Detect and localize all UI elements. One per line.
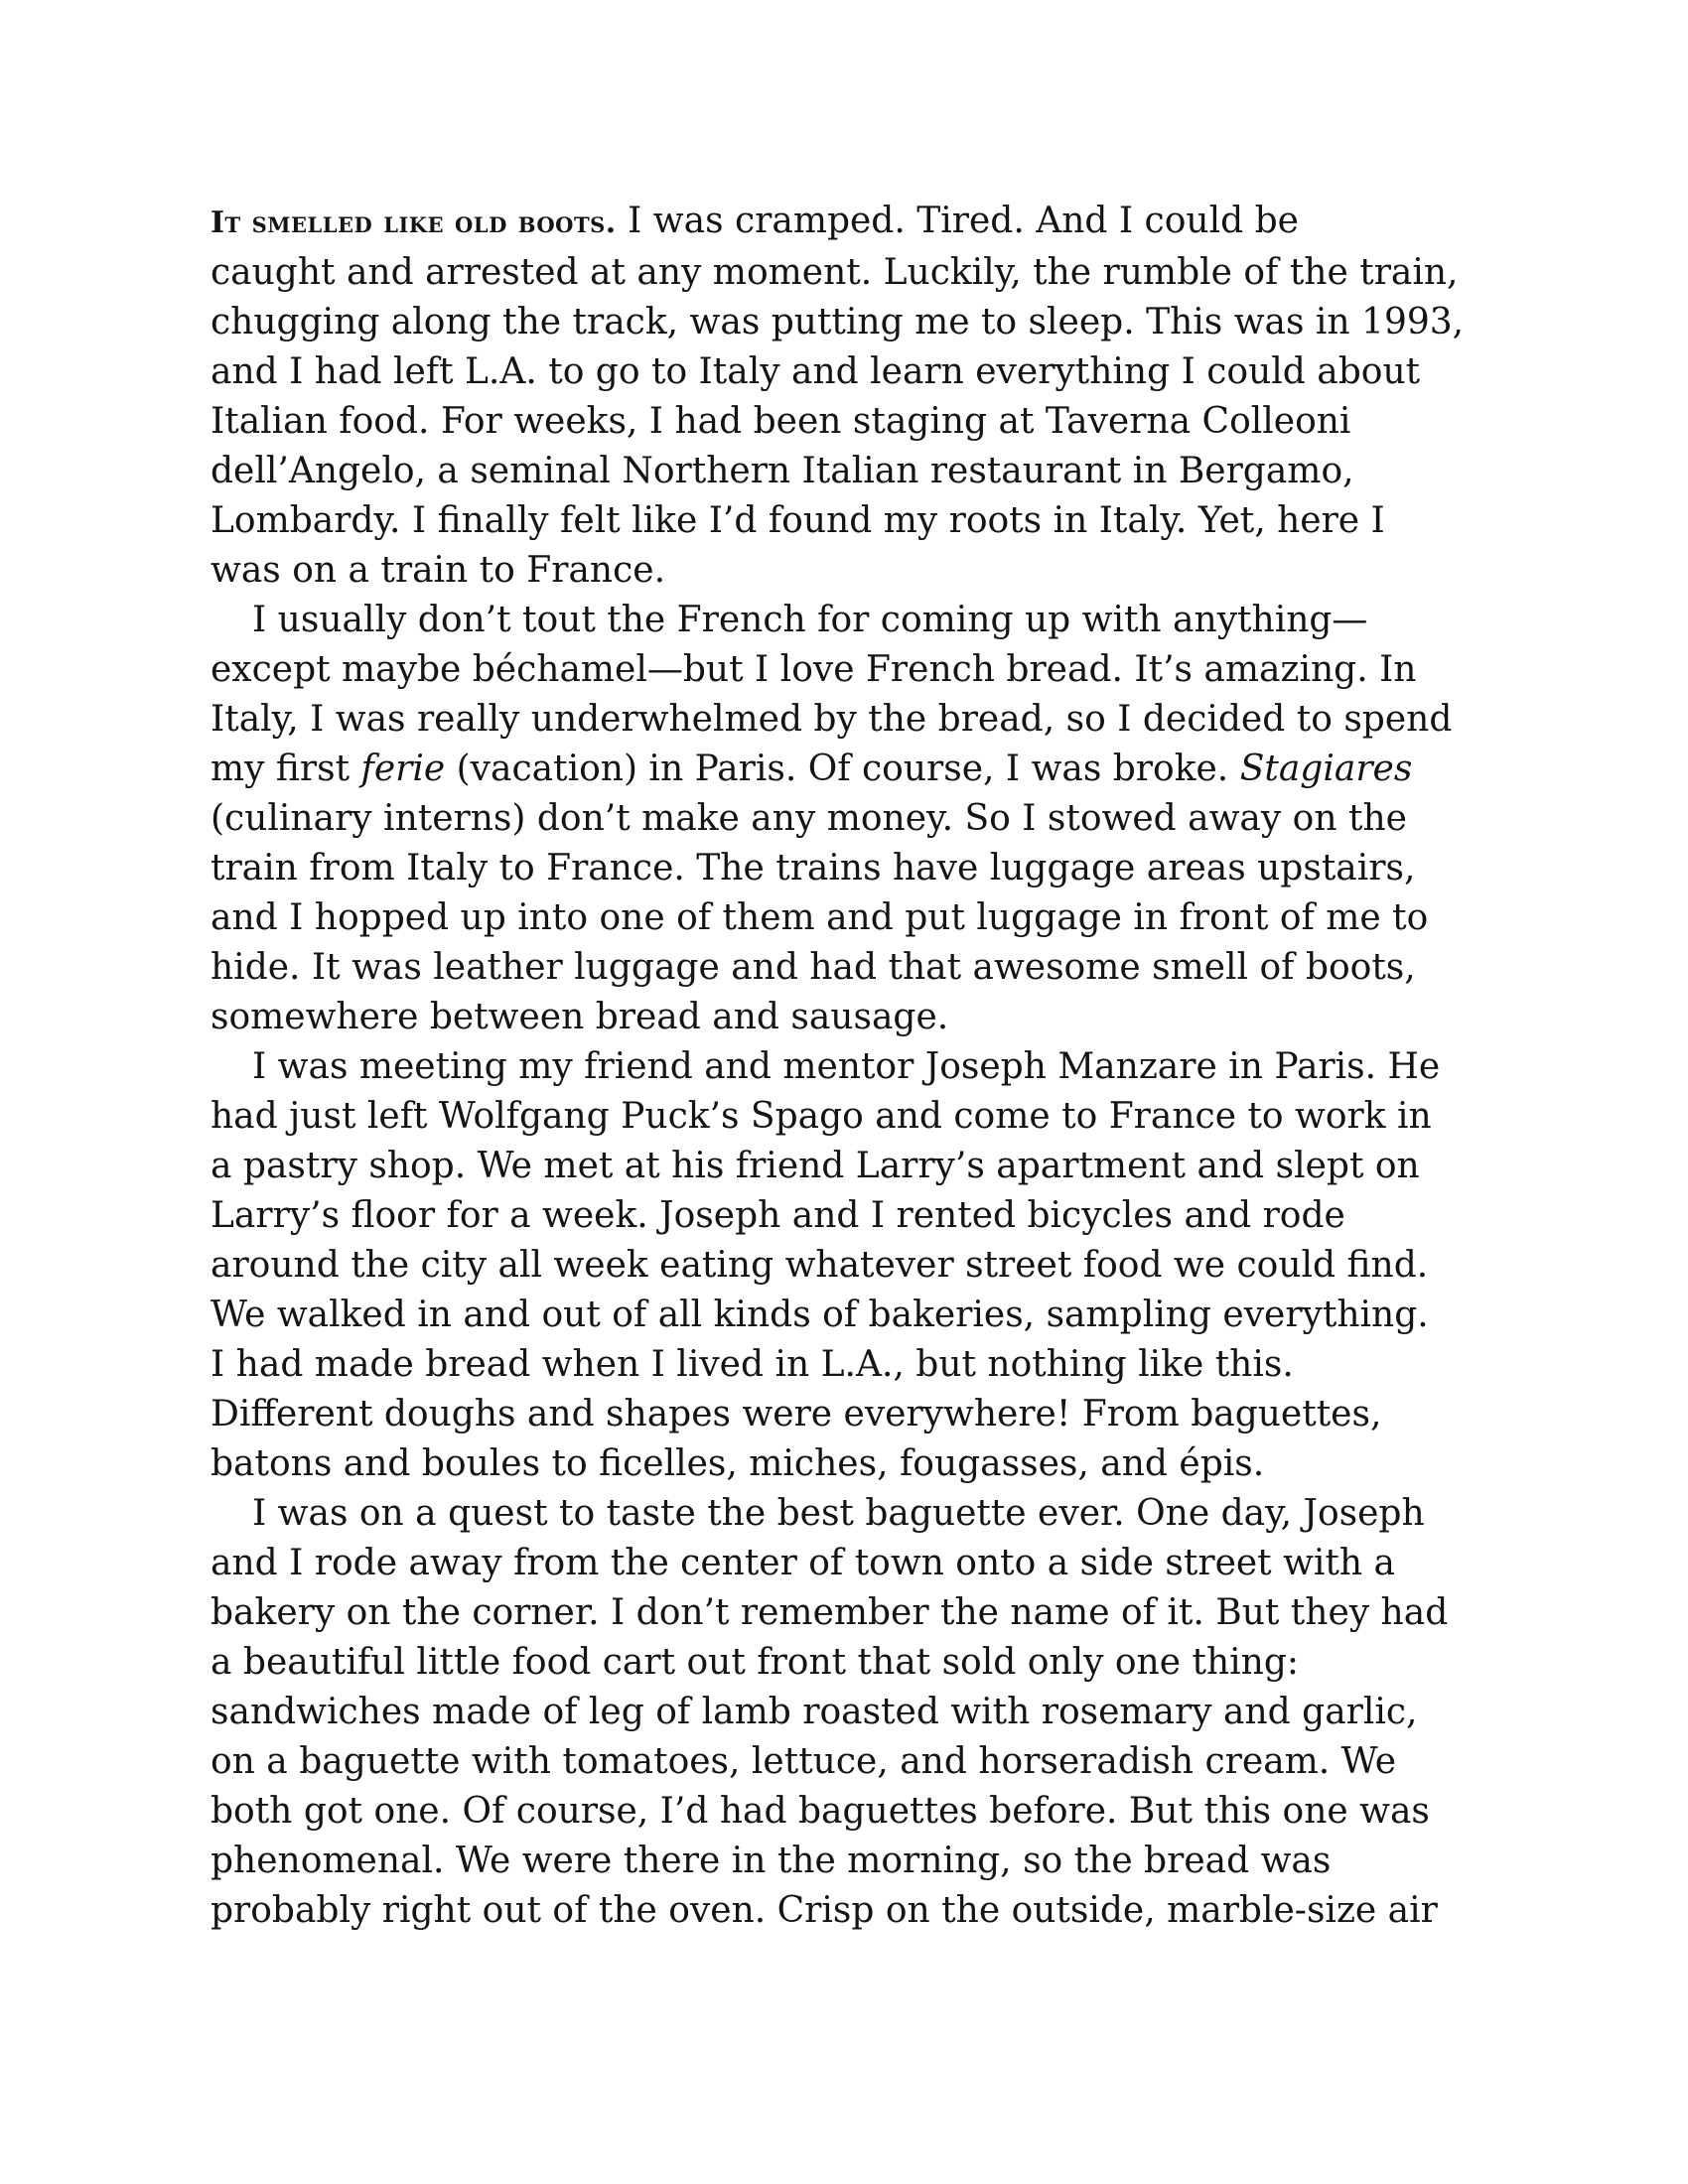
text-line: (culinary interns) don’t make any money. So I stowed away on the — [211, 798, 1407, 839]
italic-term: Stagiares — [1239, 749, 1413, 789]
body-text — [211, 197, 1501, 1936]
text-line: was on a train to France. — [211, 550, 666, 591]
text-line: Lombardy. I finally felt like I’d found my roots in Italy. Yet, here I — [211, 500, 1385, 541]
text-line: had just left Wolfgang Puck’s Spago and come to France to work in — [211, 1096, 1432, 1137]
text-line: chugging along the track, was putting me to sleep. This was in 1993, — [211, 302, 1465, 342]
text-line: hide. It was leather luggage and had that awesome smell of boots, — [211, 947, 1416, 988]
text-segment: my first — [211, 749, 361, 789]
paragraph-4 — [211, 1489, 1501, 1936]
text-line: on a baguette with tomatoes, lettuce, and horseradish cream. We — [211, 1741, 1397, 1782]
text-line: bakery on the corner. I don’t remember the name of it. But they had — [211, 1592, 1449, 1633]
text-line: I had made bread when I lived in L.A., but nothing like this. — [211, 1344, 1294, 1385]
text-line: both got one. Of course, I’d had baguettes before. But this one was — [211, 1791, 1430, 1832]
paragraph-2 — [211, 596, 1501, 1042]
text-line: a beautiful little food cart out front that sold only one thing: — [211, 1642, 1300, 1683]
text-line: around the city all week eating whatever street food we could find. — [211, 1245, 1429, 1286]
text-segment: (vacation) in Paris. Of course, I was broke. — [445, 749, 1240, 789]
text-line: except maybe béchamel—but I love French bread. It’s amazing. In — [211, 649, 1417, 690]
text-line: probably right out of the oven. Crisp on the outside, marble-size air — [211, 1890, 1438, 1931]
italic-term: ferie — [360, 749, 446, 789]
text-line: somewhere between bread and sausage. — [211, 997, 949, 1037]
paragraph-1 — [211, 197, 1501, 596]
paragraph-3 — [211, 1042, 1501, 1489]
text-line: and I had left L.A. to go to Italy and learn everything I could about — [211, 351, 1421, 392]
text-line: train from Italy to France. The trains have luggage areas upstairs, — [211, 848, 1416, 888]
text-line: a pastry shop. We met at his friend Larry’s apartment and slept on — [211, 1146, 1420, 1186]
text-line: sandwiches made of leg of lamb roasted with rosemary and garlic, — [211, 1692, 1418, 1732]
text-line — [211, 745, 1501, 794]
text-line: We walked in and out of all kinds of bakeries, sampling everything. — [211, 1295, 1429, 1335]
text-line: Italian food. For weeks, I had been staging at Taverna Colleoni — [211, 401, 1351, 442]
text-line: dell’Angelo, a seminal Northern Italian restaurant in Bergamo, — [211, 451, 1354, 491]
text-line: Larry’s floor for a week. Joseph and I rented bicycles and rode — [211, 1195, 1345, 1236]
text-line: Different doughs and shapes were everywhere! From baguettes, — [211, 1394, 1382, 1434]
text-line: and I hopped up into one of them and put luggage in front of me to — [211, 897, 1429, 938]
text-line: and I rode away from the center of town onto a side street with a — [211, 1543, 1395, 1583]
text-line: I was meeting my friend and mentor Joseph Manzare in Paris. He — [252, 1046, 1441, 1087]
text-line: phenomenal. We were there in the morning, so the bread was — [211, 1841, 1332, 1881]
text-line: I was on a quest to taste the best baguette ever. One day, Joseph — [252, 1493, 1425, 1534]
text-line: Italy, I was really underwhelmed by the bread, so I decided to spend — [211, 699, 1453, 740]
text-line: caught and arrested at any moment. Luckily, the rumble of the train, — [211, 252, 1459, 293]
text-line: batons and boules to ficelles, miches, fougasses, and épis. — [211, 1443, 1265, 1484]
text-line — [211, 197, 1501, 248]
text-segment: I was cramped. Tired. And I could be — [616, 201, 1299, 241]
lead-in: It smelled like old boots. — [211, 205, 617, 240]
text-line: I usually don’t tout the French for coming up with anything— — [252, 600, 1368, 640]
